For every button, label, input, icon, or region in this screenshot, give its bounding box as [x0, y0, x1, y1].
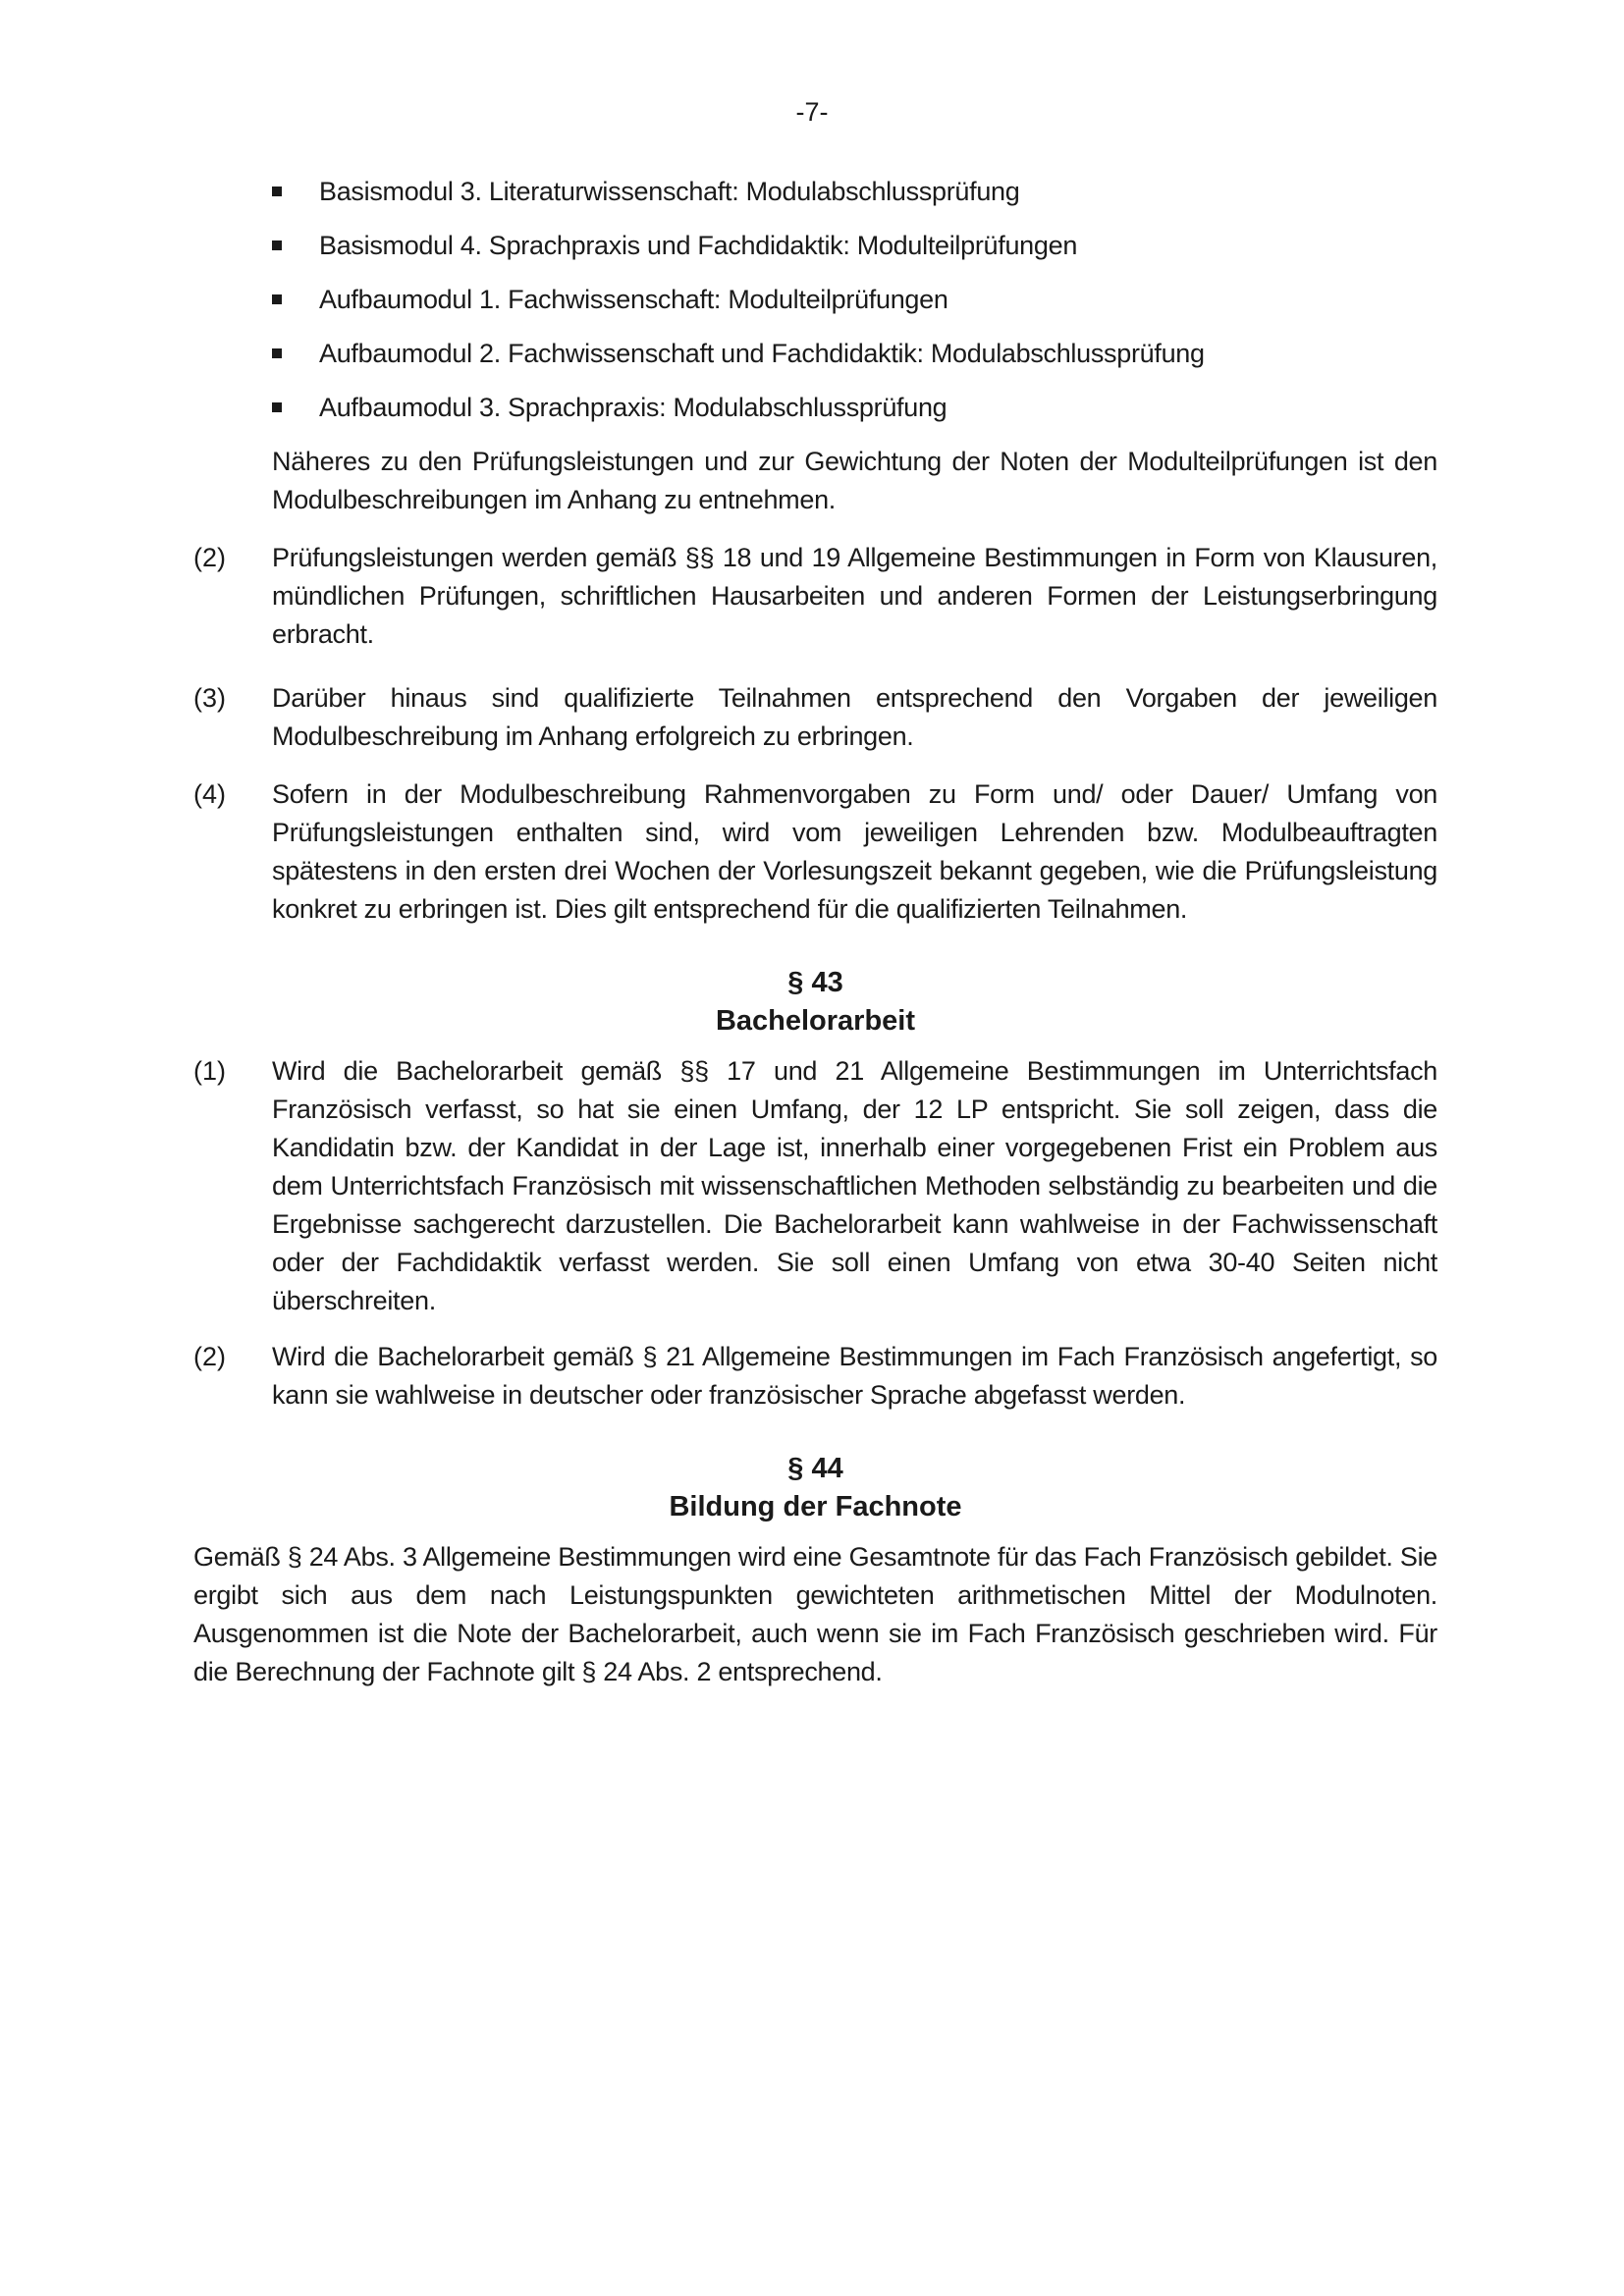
- list-item-text: Aufbaumodul 2. Fachwissenschaft und Fachdidaktik: Modulabschlussprüfung: [319, 339, 1205, 368]
- bullets-note: Näheres zu den Prüfungsleistungen und zur Gewichtung der Noten der Modulteilprüfungen ist den Modulbeschreibungen im Anhang zu entnehmen.: [272, 447, 1437, 514]
- list-item-text: Basismodul 4. Sprachpraxis und Fachdidaktik: Modulteilprüfungen: [319, 231, 1078, 260]
- square-bullet-icon: [272, 240, 282, 250]
- paragraph: [193, 775, 1437, 929]
- list-item: [272, 173, 1437, 211]
- square-bullet-icon: [272, 294, 282, 304]
- section-44-text: Gemäß § 24 Abs. 3 Allgemeine Bestimmungen wird eine Gesamtnote für das Fach Französisch gebildet. Sie ergibt sich aus dem nach Leistungspunkten gewichteten arithmetischen Mittel der Modulnoten. Ausgenommen ist die Note der Bachelorarbeit, auch wenn sie im Fach Französisch geschrieben wird. Für die Berechnung der Fachnote gilt § 24 Abs. 2 entsprechend.: [193, 1542, 1437, 1686]
- paragraph-number: (4): [193, 779, 226, 809]
- square-bullet-icon: [272, 348, 282, 358]
- square-bullet-icon: [272, 187, 282, 196]
- paragraph-text: Prüfungsleistungen werden gemäß §§ 18 und 19 Allgemeine Bestimmungen in Form von Klausuren, mündlichen Prüfungen, schriftlichen Hausarbeiten und anderen Formen der Leistungserbringung erbracht.: [272, 543, 1437, 649]
- paragraph-text: Wird die Bachelorarbeit gemäß § 21 Allgemeine Bestimmungen im Fach Französisch angefertigt, so kann sie wahlweise in deutscher oder französischer Sprache abgefasst werden.: [272, 1342, 1437, 1410]
- paragraph-number: (3): [193, 683, 226, 713]
- module-exam-list: [272, 173, 1437, 427]
- square-bullet-icon: [272, 402, 282, 412]
- list-item-text: Basismodul 3. Literaturwissenschaft: Modulabschlussprüfung: [319, 177, 1020, 206]
- paragraph-number: (2): [193, 543, 226, 572]
- section-title: Bildung der Fachnote: [669, 1491, 962, 1522]
- paragraph-number: (2): [193, 1342, 226, 1371]
- paragraph: [193, 1338, 1437, 1415]
- list-item: [272, 335, 1437, 373]
- paragraph-text: Wird die Bachelorarbeit gemäß §§ 17 und 21 Allgemeine Bestimmungen im Unterrichtsfach Französisch verfasst, so hat sie einen Umfang, der 12 LP entspricht. Sie soll zeigen, dass die Kandidatin bzw. der Kandidat in der Lage ist, innerhalb einer vorgegebenen Frist ein Problem aus dem Unterrichtsfach Französisch mit wissenschaftlichen Methoden selbständig zu bearbeiten und die Ergebnisse sachgerecht darzustellen. Die Bachelorarbeit kann wahlweise in der Fachwissenschaft oder der Fachdidaktik verfasst werden. Sie soll einen Umfang von etwa 30-40 Seiten nicht überschreiten.: [272, 1056, 1437, 1315]
- section-title: Bachelorarbeit: [715, 1005, 916, 1037]
- list-item: [272, 281, 1437, 319]
- section-number: § 44: [787, 1453, 843, 1484]
- section-43-heading: [193, 964, 1437, 1041]
- list-item-text: Aufbaumodul 1. Fachwissenschaft: Modulteilprüfungen: [319, 285, 948, 314]
- section-44-heading: [193, 1450, 1437, 1526]
- page-content: [193, 173, 1437, 1691]
- paragraph: [193, 679, 1437, 756]
- list-item: [272, 227, 1437, 265]
- section-number: § 43: [787, 967, 843, 998]
- list-item: [272, 389, 1437, 427]
- paragraph-text: Darüber hinaus sind qualifizierte Teilnahmen entsprechend den Vorgaben der jeweiligen Modulbeschreibung im Anhang erfolgreich zu erbringen.: [272, 683, 1437, 751]
- page-number: -7-: [795, 97, 829, 127]
- paragraph: [193, 1052, 1437, 1320]
- paragraph-text: Sofern in der Modulbeschreibung Rahmenvorgaben zu Form und/ oder Dauer/ Umfang von Prüfungsleistungen enthalten sind, wird vom jeweiligen Lehrenden bzw. Modulbeauftragten spätestens in den ersten drei Wochen der Vorlesungszeit bekannt gegeben, wie die Prüfungsleistung konkret zu erbringen ist. Dies gilt entsprechend für die qualifizierten Teilnahmen.: [272, 779, 1437, 924]
- list-item-text: Aufbaumodul 3. Sprachpraxis: Modulabschlussprüfung: [319, 393, 947, 422]
- paragraph-number: (1): [193, 1056, 226, 1086]
- paragraph: [193, 539, 1437, 654]
